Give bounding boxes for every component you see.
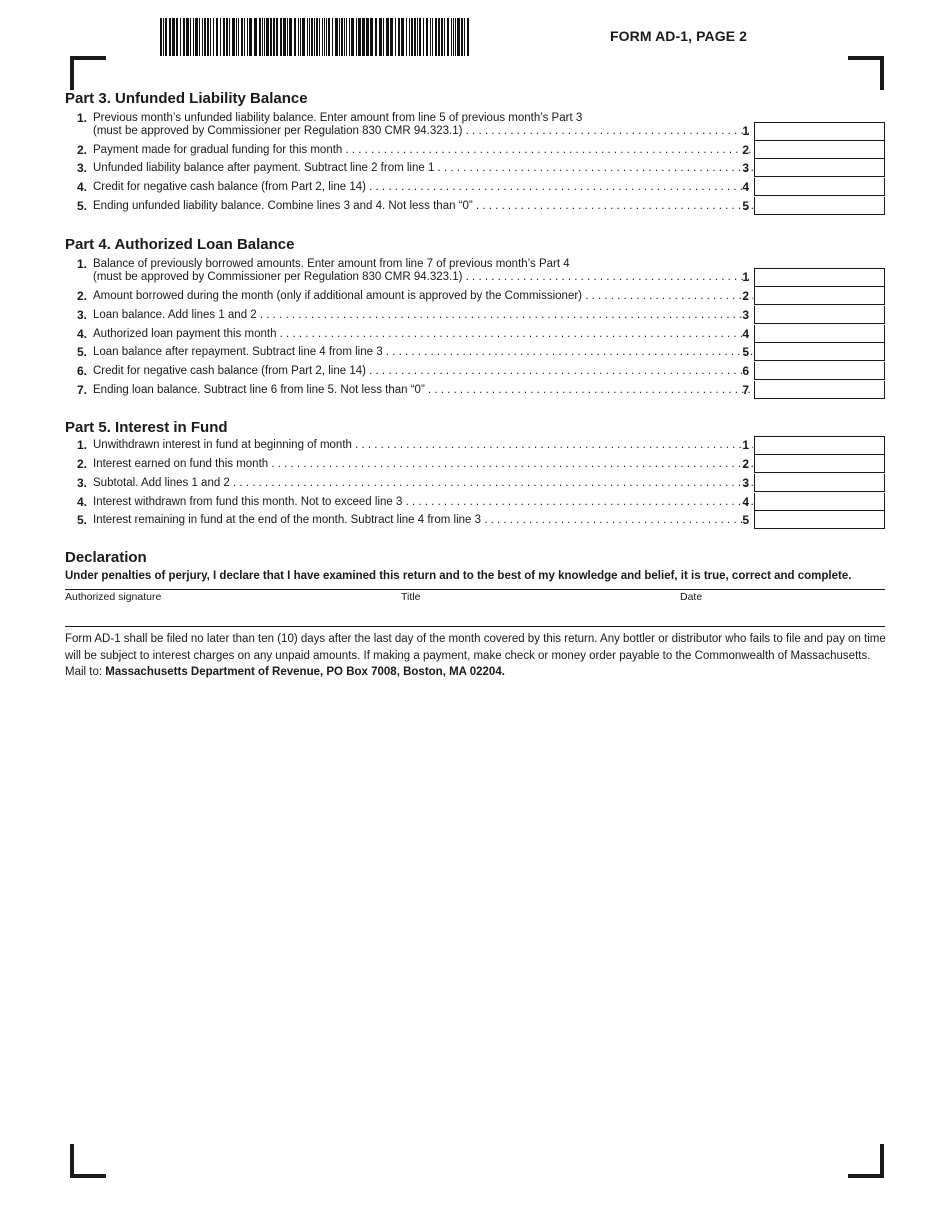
barcode-bar <box>326 18 327 56</box>
barcode-bar <box>395 18 396 56</box>
barcode-bar <box>324 18 325 56</box>
barcode-bar <box>426 18 428 56</box>
barcode-bar <box>172 18 175 56</box>
barcode-bar <box>411 18 413 56</box>
barcode-bar <box>195 18 198 56</box>
line-number: 5. <box>76 513 87 527</box>
amount-input-box[interactable] <box>754 306 885 324</box>
barcode-bar <box>298 18 299 56</box>
part4-line-3 <box>65 306 885 325</box>
barcode-bar <box>438 18 440 56</box>
line-description: (must be approved by Commissioner per Regulation 830 CMR 94.323.1) . . . <box>93 268 753 287</box>
line-number: 2. <box>76 457 87 471</box>
barcode-bar <box>435 18 437 56</box>
barcode-bar <box>287 18 288 56</box>
line-box-number: 2 <box>742 457 749 471</box>
barcode-bar <box>339 18 340 56</box>
barcode-bar <box>199 18 200 56</box>
barcode-bar <box>280 18 282 56</box>
barcode-bar <box>186 18 189 56</box>
line-description: Ending unfunded liability balance. Combine lines 3 and 4. Not less than “0” . . . <box>93 197 753 216</box>
barcode-bar <box>190 18 191 56</box>
line-number: 4. <box>76 327 87 341</box>
line-number: 4. <box>76 180 87 194</box>
barcode-bar <box>335 18 338 56</box>
barcode-bar <box>453 18 454 56</box>
barcode-bar <box>294 18 296 56</box>
line-number: 5. <box>76 199 87 213</box>
line-description: Unwithdrawn interest in fund at beginning of month . . . <box>93 436 753 455</box>
line-description: Unfunded liability balance after payment. Subtract line 2 from line 1 . . . <box>93 159 753 178</box>
part4-line-7 <box>65 381 885 400</box>
part5-line-1 <box>65 436 885 455</box>
line-number: 5. <box>76 345 87 359</box>
date-label: Date <box>680 591 703 603</box>
line-description: Interest remaining in fund at the end of the month. Subtract line 4 from line 3 . . . <box>93 511 753 530</box>
line-description: Payment made for gradual funding for this month . . . <box>93 141 753 160</box>
line-description: Amount borrowed during the month (only if additional amount is approved by the Commissioner) . . . <box>93 287 753 306</box>
barcode-bar <box>414 18 416 56</box>
barcode-bar <box>247 18 248 56</box>
barcode-bar <box>229 18 230 56</box>
line-box-number: 2 <box>742 143 749 157</box>
line-number: 3. <box>76 161 87 175</box>
barcode-bar <box>311 18 313 56</box>
barcode <box>160 18 470 56</box>
barcode-bar <box>444 18 445 56</box>
barcode-bar <box>283 18 286 56</box>
barcode-bar <box>249 18 252 56</box>
barcode-bar <box>358 18 361 56</box>
line-box-number: 5 <box>742 345 749 359</box>
declaration-text: Under penalties of perjury, I declare that I have examined this return and to the best of my knowledge and belief, it is true, correct and complete. <box>65 570 852 582</box>
barcode-bar <box>417 18 418 56</box>
barcode-bar <box>270 18 272 56</box>
barcode-bar <box>370 18 373 56</box>
barcode-bar <box>300 18 301 56</box>
amount-input-box[interactable] <box>754 474 885 492</box>
line-number: 3. <box>76 308 87 322</box>
barcode-bar <box>207 18 209 56</box>
barcode-bar <box>316 18 318 56</box>
signature-line[interactable] <box>65 589 885 590</box>
amount-input-box[interactable] <box>754 436 885 455</box>
barcode-bar <box>226 18 228 56</box>
amount-input-box[interactable] <box>754 122 885 141</box>
amount-input-box[interactable] <box>754 325 885 343</box>
line-number: 7. <box>76 383 87 397</box>
barcode-bar <box>328 18 330 56</box>
crop-mark-bottom-right <box>848 1144 884 1178</box>
barcode-bar <box>314 18 315 56</box>
line-box-number: 3 <box>742 476 749 490</box>
part3-line-1 <box>65 122 885 141</box>
line-box-number: 4 <box>742 327 749 341</box>
line-description: Interest earned on fund this month . . . <box>93 455 753 474</box>
barcode-bar <box>332 18 333 56</box>
barcode-bar <box>362 18 365 56</box>
line-description: Balance of previously borrowed amounts. Enter amount from line 7 of previous month’s Part 4 <box>93 258 570 270</box>
barcode-bar <box>349 18 350 56</box>
barcode-bar <box>309 18 310 56</box>
barcode-bar <box>176 18 178 56</box>
barcode-bar <box>262 18 263 56</box>
part3-line-2 <box>65 141 885 160</box>
amount-input-box[interactable] <box>754 197 885 215</box>
barcode-bar <box>406 18 407 56</box>
amount-input-box[interactable] <box>754 511 885 529</box>
line-number: 1. <box>76 438 87 452</box>
amount-input-box[interactable] <box>754 268 885 287</box>
barcode-bar <box>180 18 181 56</box>
line-box-number: 4 <box>742 180 749 194</box>
barcode-bar <box>447 18 449 56</box>
line-number: 1. <box>76 257 87 271</box>
barcode-bar <box>259 18 261 56</box>
crop-mark-top-left <box>70 56 106 90</box>
barcode-bar <box>398 18 400 56</box>
barcode-bar <box>204 18 206 56</box>
barcode-bar <box>344 18 345 56</box>
line-description: Interest withdrawn from fund this month. Not to exceed line 3 . . . <box>93 493 753 512</box>
line-description: Subtotal. Add lines 1 and 2 . . . <box>93 474 753 493</box>
barcode-bar <box>455 18 456 56</box>
barcode-bar <box>163 18 164 56</box>
barcode-bar <box>241 18 243 56</box>
amount-input-box[interactable] <box>754 178 885 196</box>
line-number: 4. <box>76 495 87 509</box>
amount-input-box[interactable] <box>754 159 885 177</box>
line-description: Credit for negative cash balance (from Part 2, line 14) . . . <box>93 178 753 197</box>
barcode-bar <box>232 18 235 56</box>
line-box-number: 5 <box>742 513 749 527</box>
barcode-bar <box>236 18 237 56</box>
line-box-number: 3 <box>742 308 749 322</box>
line-box-number: 2 <box>742 289 749 303</box>
part4-line-2 <box>65 287 885 306</box>
amount-input-box[interactable] <box>754 493 885 511</box>
barcode-bar <box>341 18 343 56</box>
part5-line-4 <box>65 493 885 512</box>
amount-input-box[interactable] <box>754 141 885 159</box>
barcode-bar <box>390 18 393 56</box>
line-number: 2. <box>76 143 87 157</box>
barcode-bar <box>254 18 257 56</box>
barcode-bar <box>160 18 162 56</box>
barcode-bar <box>273 18 275 56</box>
line-number: 6. <box>76 364 87 378</box>
barcode-bar <box>401 18 404 56</box>
line-description: Loan balance after repayment. Subtract line 4 from line 3 . . . <box>93 343 753 362</box>
barcode-bar <box>432 18 433 56</box>
part5-line-3 <box>65 474 885 493</box>
line-number: 1. <box>76 111 87 125</box>
signature-label: Authorized signature <box>65 591 162 603</box>
barcode-bar <box>307 18 308 56</box>
line-description: Loan balance. Add lines 1 and 2 . . . <box>93 306 753 325</box>
part4-title: Part 4. Authorized Loan Balance <box>65 236 295 253</box>
barcode-bar <box>289 18 292 56</box>
barcode-bar <box>266 18 269 56</box>
line-description: Authorized loan payment this month . . . <box>93 325 753 344</box>
part3-title: Part 3. Unfunded Liability Balance <box>65 90 308 107</box>
barcode-bar <box>346 18 347 56</box>
barcode-bar <box>202 18 203 56</box>
part3-line-5 <box>65 197 885 216</box>
barcode-bar <box>220 18 221 56</box>
barcode-bar <box>351 18 354 56</box>
part3-line-4 <box>65 178 885 197</box>
barcode-bar <box>264 18 265 56</box>
barcode-bar <box>383 18 384 56</box>
line-box-number: 6 <box>742 364 749 378</box>
barcode-bar <box>457 18 460 56</box>
crop-mark-top-right <box>848 56 884 90</box>
barcode-bar <box>366 18 369 56</box>
line-box-number: 1 <box>742 270 749 284</box>
form-page-label: FORM AD-1, PAGE 2 <box>610 28 748 44</box>
barcode-bar <box>276 18 278 56</box>
part4-line-1 <box>65 268 885 287</box>
line-description: Ending loan balance. Subtract line 6 from line 5. Not less than “0” . . . <box>93 381 753 400</box>
line-description: Credit for negative cash balance (from Part 2, line 14) . . . <box>93 362 753 381</box>
barcode-bar <box>379 18 382 56</box>
line-box-number: 5 <box>742 199 749 213</box>
divider <box>65 626 885 627</box>
line-number: 3. <box>76 476 87 490</box>
crop-mark-bottom-left <box>70 1144 106 1178</box>
amount-input-box[interactable] <box>754 343 885 361</box>
barcode-bar <box>223 18 225 56</box>
part5-line-2 <box>65 455 885 474</box>
line-number: 2. <box>76 289 87 303</box>
barcode-bar <box>183 18 185 56</box>
barcode-bar <box>375 18 377 56</box>
line-description: (must be approved by Commissioner per Regulation 830 CMR 94.323.1) . . . <box>93 122 753 141</box>
barcode-bar <box>409 18 410 56</box>
barcode-bar <box>322 18 323 56</box>
barcode-bar <box>419 18 421 56</box>
barcode-bar <box>213 18 214 56</box>
line-box-number: 1 <box>742 438 749 452</box>
barcode-bar <box>238 18 239 56</box>
barcode-bar <box>356 18 357 56</box>
line-box-number: 1 <box>742 124 749 138</box>
barcode-bar <box>441 18 443 56</box>
line-box-number: 4 <box>742 495 749 509</box>
part4-line-5 <box>65 343 885 362</box>
barcode-bar <box>430 18 431 56</box>
part4-line-4 <box>65 325 885 344</box>
barcode-bar <box>464 18 465 56</box>
filing-instructions <box>65 631 887 681</box>
barcode-bar <box>193 18 194 56</box>
amount-input-box[interactable] <box>754 287 885 305</box>
amount-input-box[interactable] <box>754 455 885 473</box>
part3-line-3 <box>65 159 885 178</box>
barcode-bar <box>386 18 389 56</box>
line-description: Previous month’s unfunded liability balance. Enter amount from line 5 of previous month’s Part 3 <box>93 112 583 124</box>
declaration-title: Declaration <box>65 549 147 566</box>
barcode-bar <box>244 18 245 56</box>
mailing-address: Massachusetts Department of Revenue, PO Box 7008, Boston, MA 02204. <box>105 666 505 678</box>
barcode-bar <box>461 18 463 56</box>
barcode-bar <box>319 18 320 56</box>
barcode-bar <box>165 18 167 56</box>
barcode-bar <box>216 18 218 56</box>
barcode-bar <box>169 18 171 56</box>
part4-line-6 <box>65 362 885 381</box>
part5-line-5 <box>65 511 885 530</box>
line-box-number: 7 <box>742 383 749 397</box>
title-label: Title <box>401 591 421 603</box>
filing-instructions-text: Form AD-1 shall be filed no later than ten (10) days after the last day of the month covered by this return. Any bottler or distributor who fails to file and pay on time will be subject to interest charges on any unpaid amounts. If making a payment, make check or money order payable to the Commonwealth of Massachusetts. Mail to: <box>65 633 886 678</box>
barcode-bar <box>302 18 305 56</box>
barcode-bar <box>210 18 211 56</box>
amount-input-box[interactable] <box>754 381 885 399</box>
part5-title: Part 5. Interest in Fund <box>65 419 228 436</box>
barcode-bar <box>467 18 469 56</box>
amount-input-box[interactable] <box>754 362 885 380</box>
line-box-number: 3 <box>742 161 749 175</box>
barcode-bar <box>423 18 424 56</box>
barcode-bar <box>451 18 452 56</box>
